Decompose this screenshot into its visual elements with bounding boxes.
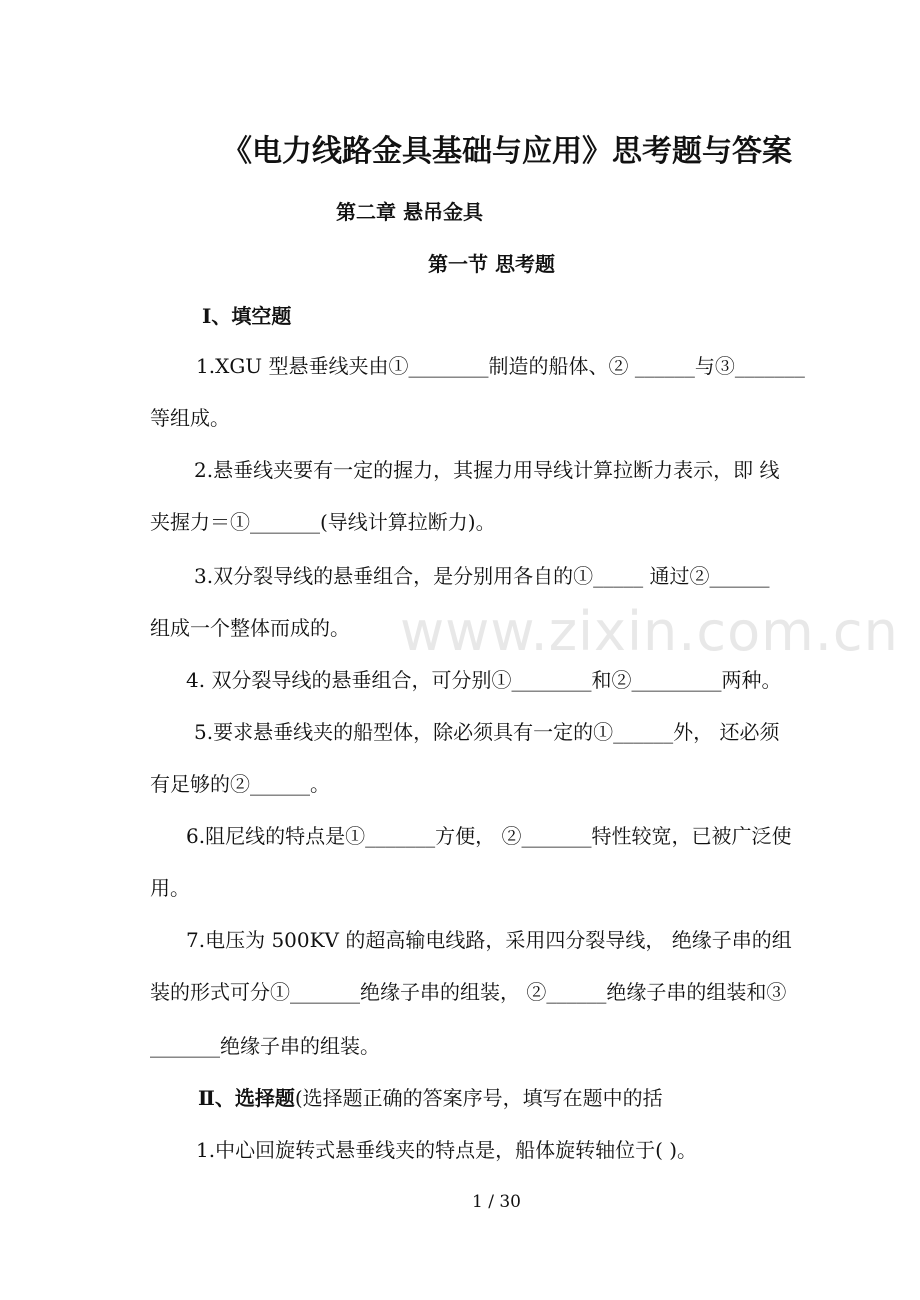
question-1-line-1: 1.XGU 型悬垂线夹由①________制造的船体、② ______与③_______ xyxy=(196,354,805,378)
question-2-line-1: 2.悬垂线夹要有一定的握力，其握力用导线计算拉断力表示，即 线 xyxy=(194,458,780,482)
question-2-line-2: 夹握力＝①_______(导线计算拉断力)。 xyxy=(150,510,496,534)
question-7-line-3: _______绝缘子串的组装。 xyxy=(150,1034,380,1058)
section-heading: 第一节 思考题 xyxy=(428,252,555,276)
question-7-line-1: 7.电压为 500KV 的超高输电线路，采用四分裂导线， 绝缘子串的组 xyxy=(186,928,792,952)
chapter-heading: 第二章 悬吊金具 xyxy=(336,200,483,224)
question-7-line-2: 装的形式可分①_______绝缘子串的组装， ②______绝缘子串的组装和③ xyxy=(150,980,787,1004)
question-3-line-1: 3.双分裂导线的悬垂组合，是分别用各自的①_____ 通过②______ xyxy=(194,564,770,588)
question-4-line-1: 4. 双分裂导线的悬垂组合，可分别①________和②_________两种。 xyxy=(186,668,782,692)
choice-question-1: 1.中心回旋转式悬垂线夹的特点是，船体旋转轴位于( )。 xyxy=(196,1138,698,1162)
fill-in-heading: Ⅰ、填空题 xyxy=(202,304,292,328)
choice-heading-line xyxy=(198,1084,663,1112)
question-5-line-2: 有足够的②______。 xyxy=(150,772,330,796)
question-5-line-1: 5.要求悬垂线夹的船型体，除必须具有一定的①______外， 还必须 xyxy=(194,720,780,744)
document-title: 《电力线路金具基础与应用》思考题与答案 xyxy=(222,134,792,169)
question-6-line-2: 用。 xyxy=(150,876,190,900)
question-3-line-2: 组成一个整体而成的。 xyxy=(150,616,350,640)
question-6-line-1: 6.阻尼线的特点是①_______方便， ②_______特性较宽，已被广泛使 xyxy=(186,824,792,848)
choice-heading: Ⅱ、选择题 xyxy=(198,1086,295,1110)
question-1-line-2: 等组成。 xyxy=(150,406,230,430)
choice-instruction: (选择题正确的答案序号，填写在题中的括 xyxy=(294,1086,663,1110)
page-number: 1 / 30 xyxy=(472,1192,521,1212)
watermark: www.zixin.com.cn xyxy=(400,600,899,663)
